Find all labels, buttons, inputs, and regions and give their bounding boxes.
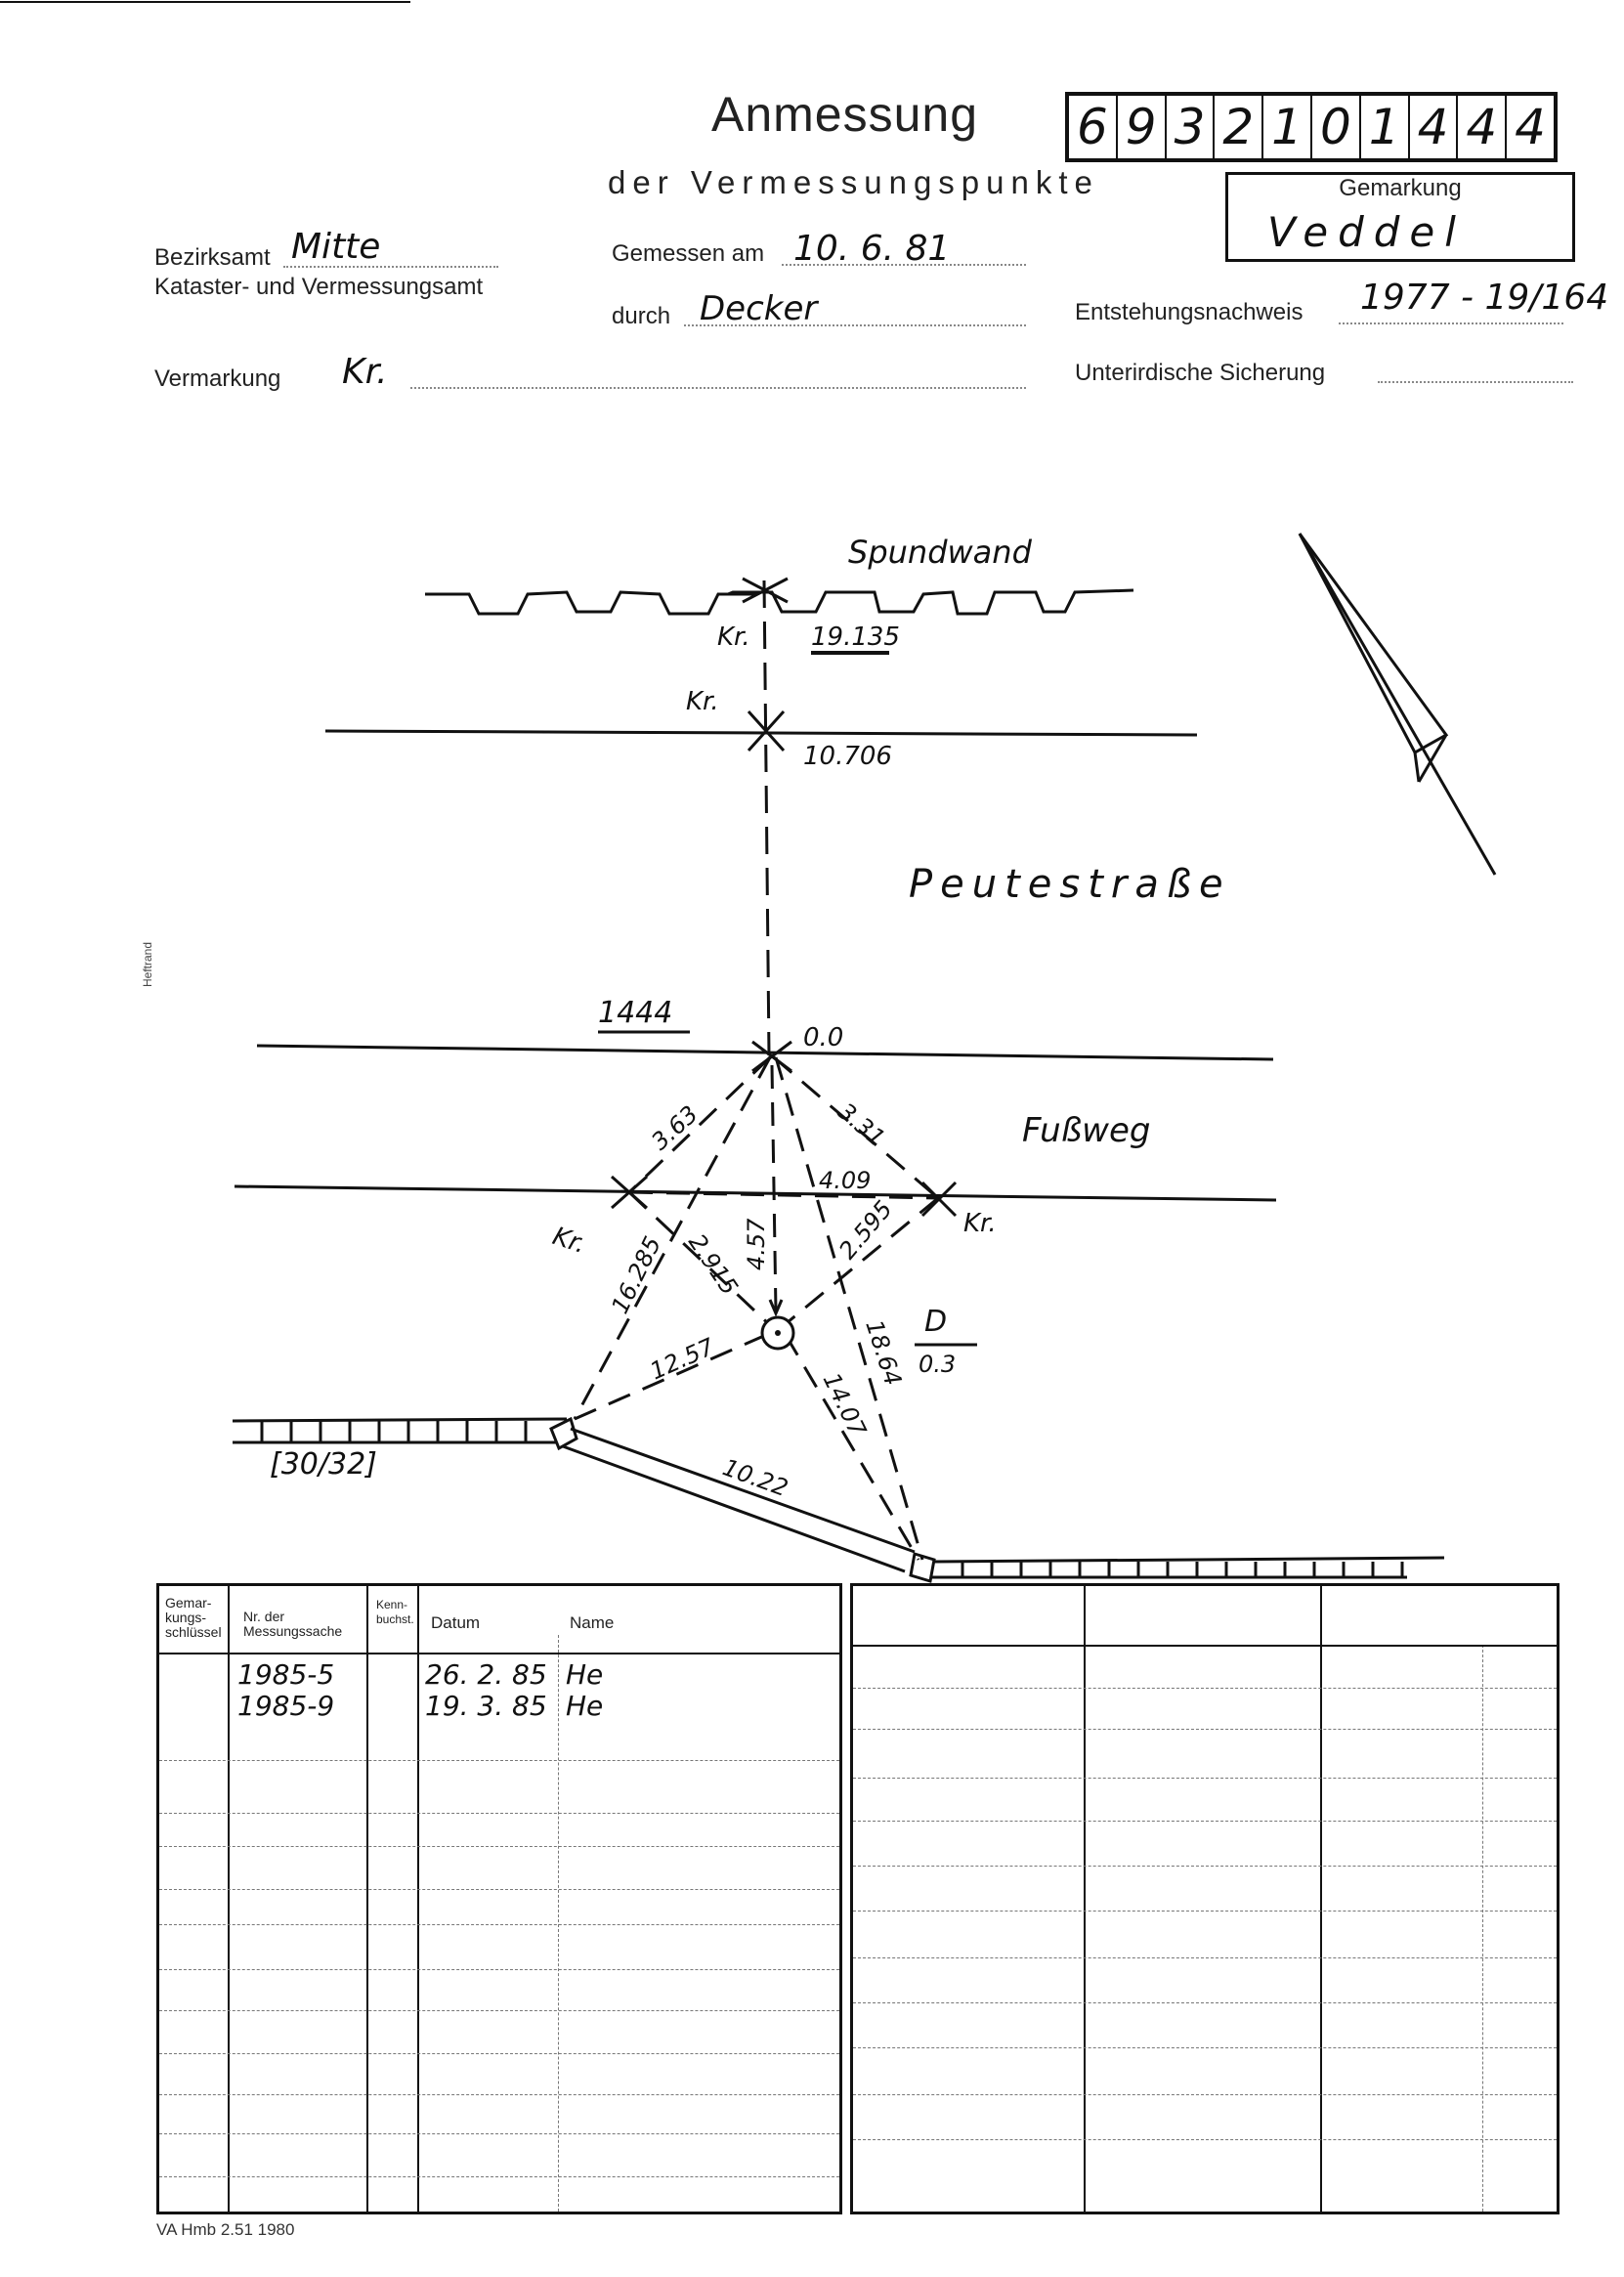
col-header-messungssache: Nr. der Messungssache — [243, 1609, 343, 1639]
row-name: He — [566, 1658, 604, 1691]
measure-line-main — [764, 580, 769, 1055]
col-header-kennbuchst: Kenn-buchst. — [376, 1598, 414, 1626]
point-number-digit: 2 — [1215, 96, 1263, 158]
point-number-digit: 9 — [1118, 96, 1167, 158]
label-kr: Kr. — [963, 1209, 997, 1238]
measure-2915: 2.915 — [683, 1228, 744, 1301]
vermarkung-value: Kr. — [342, 352, 388, 392]
label-kr: Kr. — [548, 1222, 590, 1261]
label-point-1444: 1444 — [598, 996, 673, 1030]
point-number-digit: 4 — [1410, 96, 1459, 158]
point-d-value: 0.3 — [919, 1351, 957, 1378]
measure-1022: 10.22 — [718, 1453, 792, 1503]
point-number-digit: 1 — [1263, 96, 1312, 158]
measure-363: 3.63 — [646, 1099, 704, 1156]
point-number-digit: 4 — [1458, 96, 1507, 158]
form-footer: VA Hmb 2.51 1980 — [156, 2220, 295, 2239]
durch-label: durch — [612, 303, 671, 329]
point-number-digit: 1 — [1361, 96, 1410, 158]
amt-label: Kataster- und Vermessungsamt — [154, 274, 484, 300]
gemarkung-value: Veddel — [1267, 208, 1466, 256]
point-number-digit: 6 — [1069, 96, 1118, 158]
measure-10706: 10.706 — [803, 742, 892, 771]
label-point-d: D — [924, 1305, 948, 1339]
row-datum: 19. 3. 85 — [425, 1690, 547, 1722]
unterirdisch-label: Unterirdische Sicherung — [1075, 360, 1326, 386]
label-kr: Kr. — [717, 623, 750, 652]
row-datum: 26. 2. 85 — [425, 1658, 547, 1691]
measure-1257: 12.57 — [646, 1332, 719, 1386]
measure-00: 0.0 — [803, 1023, 844, 1053]
document-title: Anmessung — [711, 87, 979, 142]
bezirksamt-label: Bezirksamt — [154, 244, 271, 271]
vermarkung-label: Vermarkung — [154, 365, 281, 392]
label-fussweg: Fußweg — [1022, 1111, 1151, 1150]
measure-409: 4.09 — [819, 1167, 872, 1194]
col-header-datum: Datum — [431, 1613, 481, 1632]
label-peutestrasse: Peutestraße — [909, 862, 1231, 907]
north-arrow-icon — [1300, 534, 1495, 875]
label-kr: Kr. — [686, 687, 719, 716]
row-name: He — [566, 1690, 604, 1722]
point-number-digit: 4 — [1515, 99, 1546, 155]
heftrand-label: Heftrand — [141, 941, 154, 987]
label-building: [30/32] — [270, 1447, 377, 1482]
bezirksamt-value: Mitte — [291, 227, 381, 267]
measure-331: 3.31 — [833, 1097, 891, 1152]
measure-1864: 18.64 — [860, 1316, 908, 1390]
label-spundwand: Spundwand — [848, 534, 1032, 571]
entstehung-value: 1977 - 19/164 — [1360, 278, 1609, 318]
record-table — [156, 1583, 842, 2214]
col-header-name: Name — [570, 1613, 615, 1632]
record-table-continued — [850, 1583, 1560, 2214]
gemarkung-label: Gemarkung — [1339, 175, 1462, 201]
point-number-digit: 3 — [1167, 96, 1216, 158]
measure-19135: 19.135 — [811, 623, 900, 652]
measure-16285: 16.285 — [606, 1231, 667, 1318]
row-messungssache: 1985-9 — [237, 1690, 335, 1722]
measure-2595: 2.595 — [833, 1195, 898, 1265]
document-subtitle: der Vermessungspunkte — [608, 164, 1099, 200]
col-header-schluessel: Gemar-kungs-schlüssel — [165, 1595, 222, 1640]
row-messungssache: 1985-5 — [237, 1658, 335, 1691]
building-outline — [233, 1419, 1444, 1581]
durch-signature: Decker — [700, 289, 818, 328]
measure-457: 4.57 — [743, 1218, 770, 1270]
measure-1407: 14.07 — [817, 1368, 872, 1441]
point-number-digit: 0 — [1312, 96, 1361, 158]
spundwand-line — [425, 590, 1133, 614]
gemessen-value: 10. 6. 81 — [793, 229, 951, 269]
entstehung-label: Entstehungsnachweis — [1075, 299, 1303, 325]
gemessen-label: Gemessen am — [612, 240, 765, 267]
